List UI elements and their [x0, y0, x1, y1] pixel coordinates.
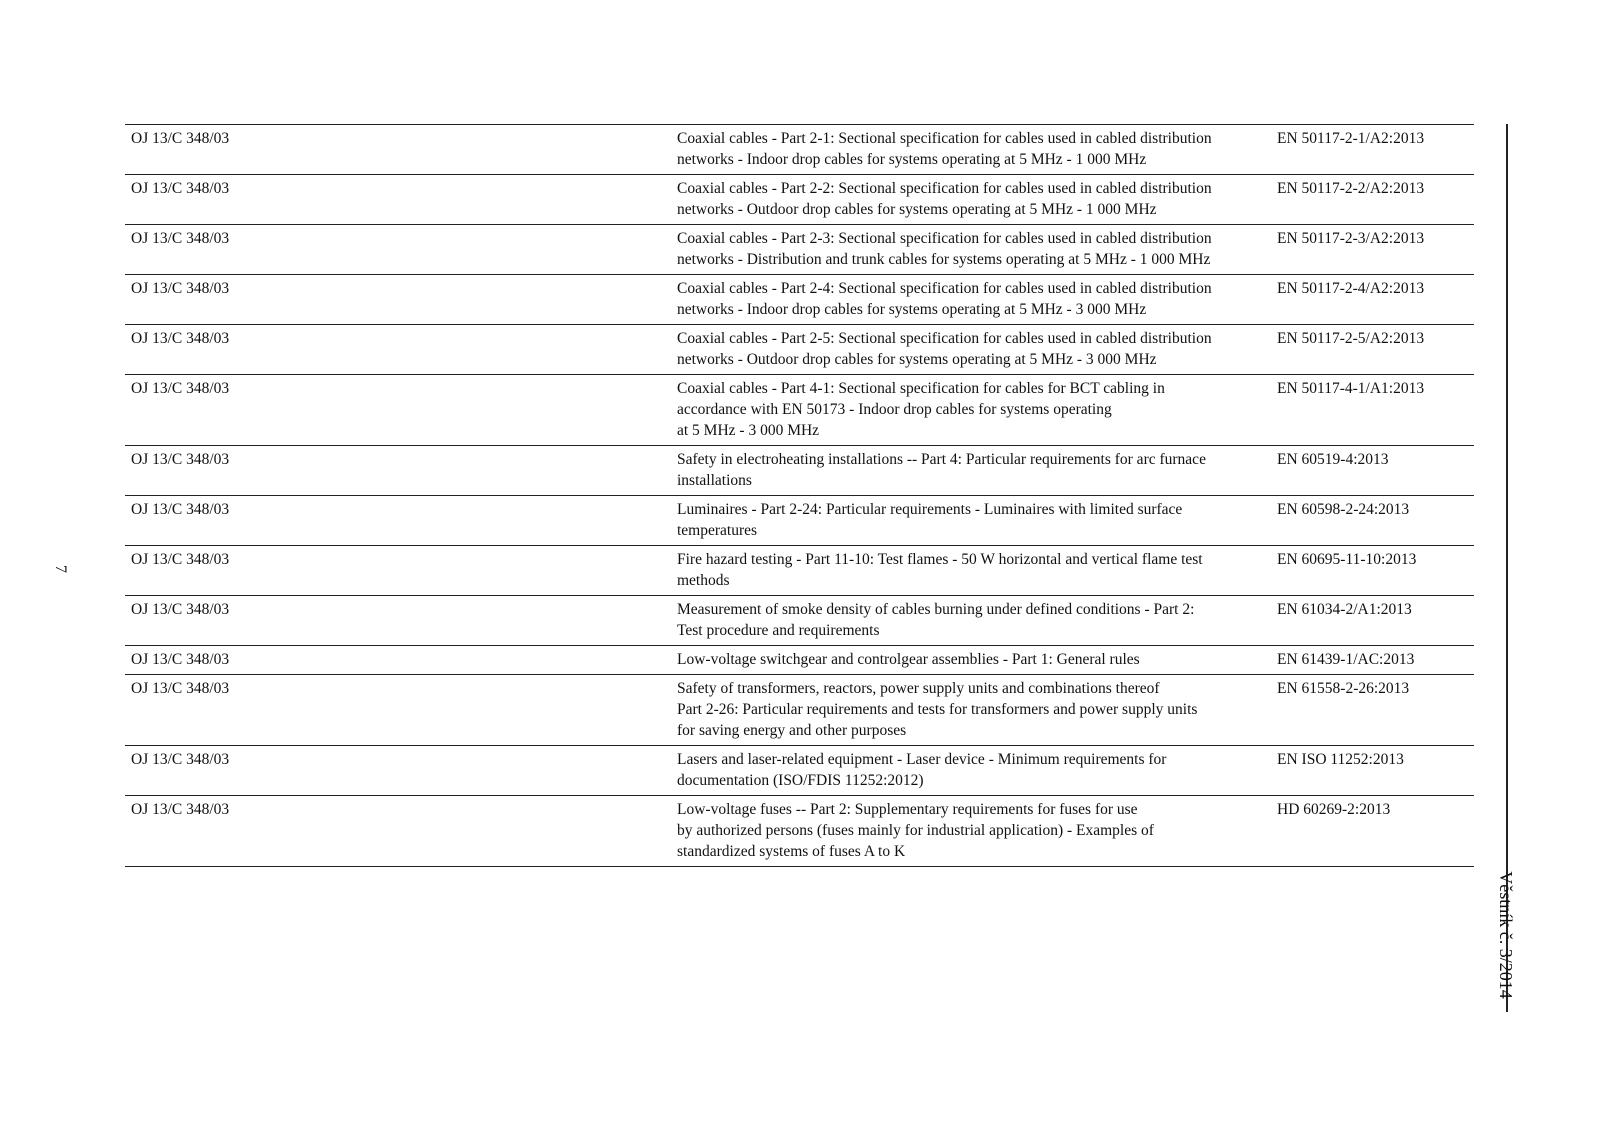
standard-title-line: Part 2-26: Particular requirements and tests for transformers and power supply units [677, 701, 1198, 718]
oj-reference-cell: OJ 13/C 348/03 [131, 801, 230, 818]
standard-title-cell [671, 546, 1271, 596]
standard-number-cell: EN 60598-2-24:2013 [1277, 501, 1410, 518]
standard-number-cell: EN 50117-2-2/A2:2013 [1277, 180, 1425, 197]
standard-title-line: for saving energy and other purposes [677, 722, 907, 739]
standard-number-cell: EN 50117-2-5/A2:2013 [1277, 330, 1425, 347]
standard-title-line: Fire hazard testing - Part 11-10: Test flames - 50 W horizontal and vertical flame test [677, 551, 1203, 568]
table-row [125, 596, 1474, 646]
standard-title-line: Lasers and laser-related equipment - Laser device - Minimum requirements for [677, 751, 1167, 768]
standard-title-cell [671, 746, 1271, 796]
table-row [125, 446, 1474, 496]
oj-reference-cell: OJ 13/C 348/03 [131, 230, 230, 247]
standard-title-line: Safety of transformers, reactors, power supply units and combinations thereof [677, 680, 1160, 697]
table-row [125, 225, 1474, 275]
table-row [125, 746, 1474, 796]
standard-title-cell [671, 225, 1271, 275]
oj-reference-cell: OJ 13/C 348/03 [131, 280, 230, 297]
oj-reference-cell: OJ 13/C 348/03 [131, 651, 230, 668]
bulletin-issue-label: Věstník č. 3/2014 [1496, 871, 1516, 999]
standard-title-line: accordance with EN 50173 - Indoor drop cables for systems operating [677, 401, 1112, 418]
standard-title-line: Coaxial cables - Part 2-1: Sectional specification for cables used in cabled distribution [677, 130, 1212, 147]
table-row [125, 175, 1474, 225]
standard-title-line: Coaxial cables - Part 2-4: Sectional specification for cables used in cabled distribution [677, 280, 1212, 297]
standard-title-line: methods [677, 572, 730, 589]
standard-number-cell: EN 61558-2-26:2013 [1277, 680, 1410, 697]
standard-title-line: temperatures [677, 522, 758, 539]
standard-title-cell [671, 496, 1271, 546]
standard-title-line: installations [677, 472, 752, 489]
standard-number-cell: EN 61439-1/AC:2013 [1277, 651, 1415, 668]
standard-title-cell [671, 446, 1271, 496]
table-row [125, 325, 1474, 375]
standard-number-cell: EN 60519-4:2013 [1277, 451, 1389, 468]
standard-title-cell [671, 675, 1271, 746]
table-row [125, 646, 1474, 675]
standards-table-body [125, 125, 1474, 867]
standard-title-line: Coaxial cables - Part 2-2: Sectional specification for cables used in cabled distribution [677, 180, 1212, 197]
standard-title-line: Coaxial cables - Part 2-3: Sectional specification for cables used in cabled distribution [677, 230, 1212, 247]
standard-title-line: Safety in electroheating installations -- Part 4: Particular requirements for arc furnace [677, 451, 1206, 468]
standard-title-line: Low-voltage switchgear and controlgear assemblies - Part 1: General rules [677, 651, 1140, 668]
standard-title-line: at 5 MHz - 3 000 MHz [677, 422, 820, 439]
oj-reference-cell: OJ 13/C 348/03 [131, 330, 230, 347]
oj-reference-cell: OJ 13/C 348/03 [131, 180, 230, 197]
table-row [125, 675, 1474, 746]
standard-number-cell: EN 50117-4-1/A1:2013 [1277, 380, 1425, 397]
table-row [125, 546, 1474, 596]
standard-title-line: networks - Outdoor drop cables for systems operating at 5 MHz - 1 000 MHz [677, 201, 1157, 218]
standard-title-line: Luminaires - Part 2-24: Particular requirements - Luminaires with limited surface [677, 501, 1183, 518]
standard-title-line: Test procedure and requirements [677, 622, 880, 639]
standard-title-line: standardized systems of fuses A to K [677, 843, 906, 860]
standard-number-cell: EN 50117-2-3/A2:2013 [1277, 230, 1425, 247]
table-row [125, 275, 1474, 325]
page-number: 7 [52, 565, 69, 573]
standard-number-cell: HD 60269-2:2013 [1277, 801, 1391, 818]
standard-title-line: documentation (ISO/FDIS 11252:2012) [677, 772, 924, 789]
oj-reference-cell: OJ 13/C 348/03 [131, 601, 230, 618]
table-row [125, 796, 1474, 867]
standard-number-cell: EN 61034-2/A1:2013 [1277, 601, 1412, 618]
standard-title-line: networks - Indoor drop cables for systems operating at 5 MHz - 3 000 MHz [677, 301, 1147, 318]
standard-title-cell [671, 125, 1271, 175]
standard-title-cell [671, 596, 1271, 646]
standard-title-line: Measurement of smoke density of cables burning under defined conditions - Part 2: [677, 601, 1195, 618]
standard-title-cell [671, 375, 1271, 446]
oj-reference-cell: OJ 13/C 348/03 [131, 680, 230, 697]
standard-title-cell [671, 175, 1271, 225]
standard-title-line: networks - Outdoor drop cables for systems operating at 5 MHz - 3 000 MHz [677, 351, 1157, 368]
standard-title-line: networks - Indoor drop cables for systems operating at 5 MHz - 1 000 MHz [677, 151, 1147, 168]
oj-reference-cell: OJ 13/C 348/03 [131, 380, 230, 397]
table-row [125, 496, 1474, 546]
table-row [125, 125, 1474, 175]
standard-number-cell: EN ISO 11252:2013 [1277, 751, 1404, 768]
standard-title-line: Coaxial cables - Part 2-5: Sectional specification for cables used in cabled distribution [677, 330, 1212, 347]
standard-title-cell [671, 646, 1271, 675]
oj-reference-cell: OJ 13/C 348/03 [131, 751, 230, 768]
standard-title-cell [671, 325, 1271, 375]
standard-number-cell: EN 60695-11-10:2013 [1277, 551, 1417, 568]
oj-reference-cell: OJ 13/C 348/03 [131, 130, 230, 147]
oj-reference-cell: OJ 13/C 348/03 [131, 451, 230, 468]
standard-title-line: Coaxial cables - Part 4-1: Sectional specification for cables for BCT cabling in [677, 380, 1165, 397]
table-row [125, 375, 1474, 446]
standards-table [125, 124, 1474, 867]
standard-title-cell [671, 275, 1271, 325]
standard-number-cell: EN 50117-2-4/A2:2013 [1277, 280, 1425, 297]
standard-title-line: networks - Distribution and trunk cables for systems operating at 5 MHz - 1 000 MHz [677, 251, 1211, 268]
standard-title-line: by authorized persons (fuses mainly for industrial application) - Examples of [677, 822, 1154, 839]
oj-reference-cell: OJ 13/C 348/03 [131, 551, 230, 568]
standard-number-cell: EN 50117-2-1/A2:2013 [1277, 130, 1425, 147]
standard-title-cell [671, 796, 1271, 867]
oj-reference-cell: OJ 13/C 348/03 [131, 501, 230, 518]
standard-title-line: Low-voltage fuses -- Part 2: Supplementary requirements for fuses for use [677, 801, 1138, 818]
